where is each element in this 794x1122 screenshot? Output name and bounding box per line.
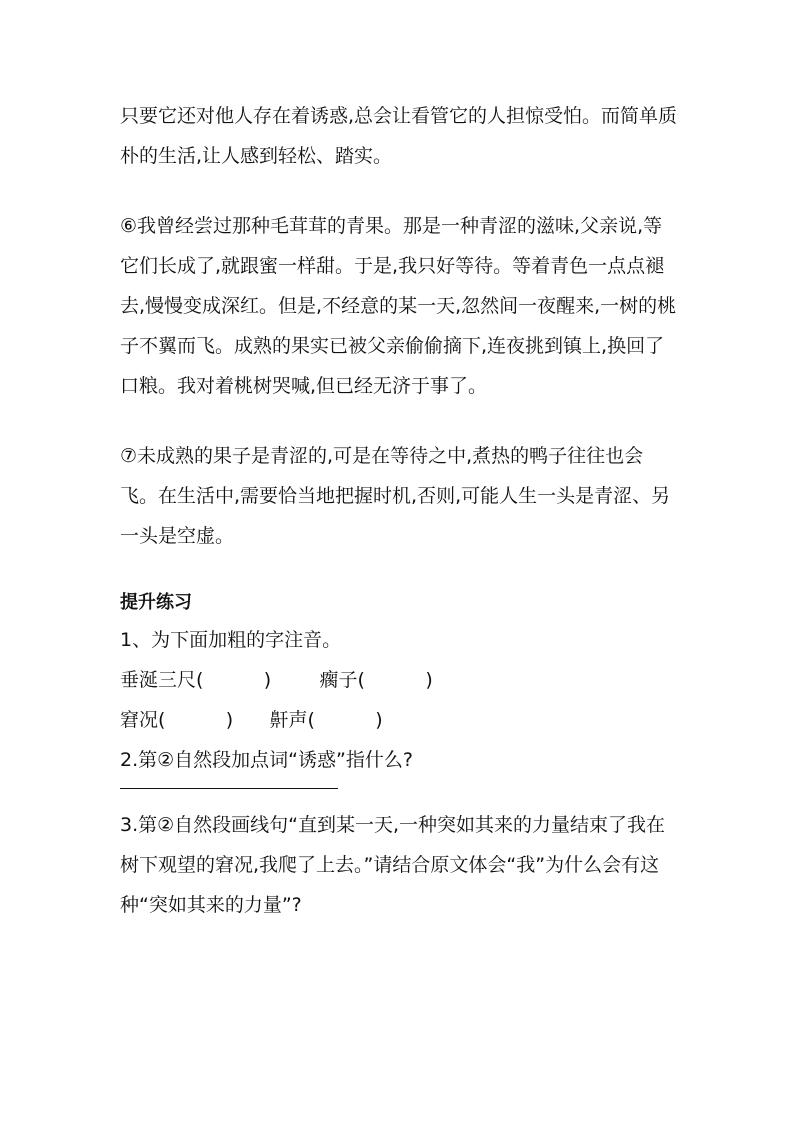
document-page: [120, 96, 680, 925]
exercise-section-title: 提升练习: [120, 592, 192, 613]
paragraph-gap: [120, 556, 680, 586]
question-3: 3.第②自然段画线句“直到某一天,一种突如其来的力量结束了我在树下观望的窘况,我爬了上去。”请结合原文体会“我”为什么会有这种“突如其来的力量”?: [120, 814, 666, 916]
passage-paragraph-continued: 只要它还对他人存在着诱惑,总会让看管它的人担惊受怕。而简单质朴的生活,让人感到轻松、踏实。: [120, 105, 678, 167]
paragraph-gap: [120, 176, 680, 206]
paragraph-gap: [120, 406, 680, 436]
question-1-item-row-1: 垂涎三尺( ) 瘸子( ): [120, 669, 433, 691]
question-1-item-row-2: 窘况( ) 鼾声( ): [120, 709, 383, 731]
passage-paragraph-6: ⑥我曾经尝过那种毛茸茸的青果。那是一种青涩的滋味,父亲说,等它们长成了,就跟蜜一样甜。于是,我只好等待。等着青色一点点褪去,慢慢变成深红。但是,不经意的某一天,忽然间一夜醒来,一树的桃子不翼而飞。成熟的果实已被父亲偷偷摘下,连夜挑到镇上,换回了口粮。我对着桃树哭喊,但已经无济于事了。: [120, 215, 677, 397]
question-1: 1、为下面加粗的字注音。: [120, 629, 342, 651]
answer-blank-line[interactable]: [120, 788, 338, 789]
question-2: 2.第②自然段加点词“诱惑”指什么?: [120, 749, 413, 771]
passage-paragraph-7: ⑦未成熟的果子是青涩的,可是在等待之中,煮热的鸭子往往也会飞。在生活中,需要恰当地把握时机,否则,可能人生一头是青涩、另一头是空虚。: [120, 445, 671, 547]
